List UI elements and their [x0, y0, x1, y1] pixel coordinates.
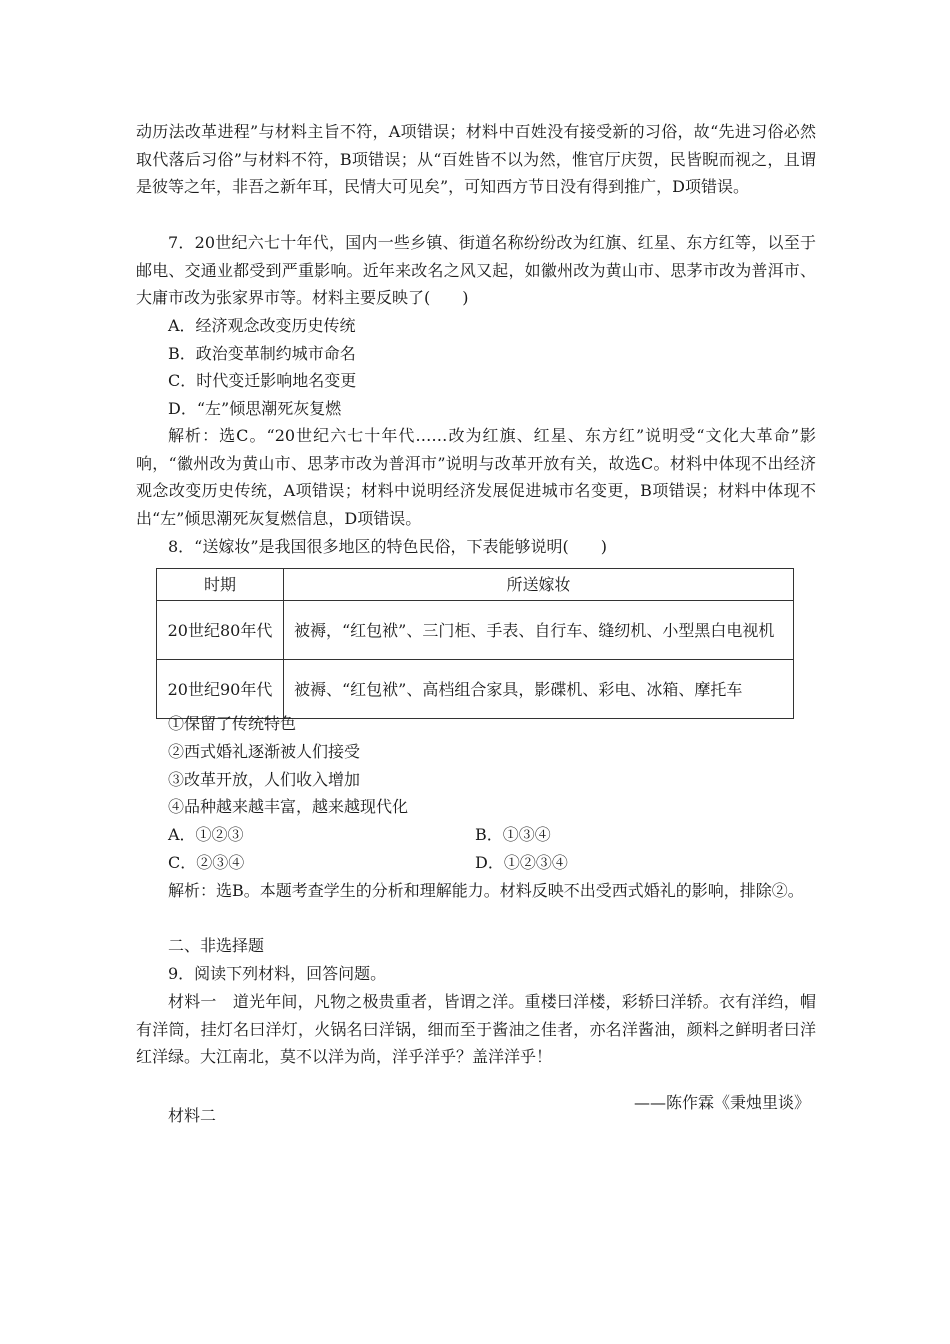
intro-analysis-text: 动历法改革进程”与材料主旨不符，A项错误；材料中百姓没有接受新的习俗，故“先进习俗必然取代落后习俗”与材料不符，B项错误；从“百姓皆不以为然，惟官厅庆贺，民皆睨而视之，且谓是彼等之年，非吾之新年耳，民情大可见矣”，可知西方节日没有得到推广，D项错误。	[136, 122, 816, 196]
question-7-option-d: D．“左”倾思潮死灰复燃	[168, 399, 342, 418]
question-8-item-4: ④品种越来越丰富，越来越现代化	[168, 797, 409, 816]
question-8-item-3: ③改革开放，人们收入增加	[168, 770, 361, 789]
dowry-table	[156, 568, 794, 719]
question-7-stem: 7．20世纪六七十年代，国内一些乡镇、街道名称纷纷改为红旗、红星、东方红等，以至于邮电、交通业都受到严重影响。近年来改名之风又起，如徽州改为黄山市、思茅市改为普洱市、大庸市改为张家界市等。材料主要反映了( )	[136, 233, 816, 307]
question-8-option-a: A．①②③	[168, 825, 244, 844]
question-9-material-1: 材料一 道光年间，凡物之极贵重者，皆谓之洋。重楼曰洋楼，彩轿曰洋轿。衣有洋绉，帽有洋筒，挂灯名曰洋灯，火锅名曰洋锅，细而至于酱油之佳者，亦名洋酱油，颜料之鲜明者曰洋红洋绿。大江南北，莫不以洋为尚，洋乎洋乎？盖洋洋乎！	[136, 992, 816, 1066]
material-1-source: ——陈作霖《秉烛里谈》	[633, 1093, 810, 1112]
table-cell-period: 20世纪80年代	[157, 601, 284, 660]
question-8-item-2: ②西式婚礼逐渐被人们接受	[168, 742, 361, 761]
table-header-dowry: 所送嫁妆	[284, 569, 794, 601]
table-header-period: 时期	[157, 569, 284, 601]
table-cell-period: 20世纪90年代	[157, 660, 284, 719]
question-8-option-b: B．①③④	[475, 825, 551, 844]
question-7-analysis: 解析：选C。“20世纪六七十年代……改为红旗、红星、东方红”说明受“文化大革命”影响，“徽州改为黄山市、思茅市改为普洱市”说明与改革开放有关，故选C。材料中体现不出经济观念改变历史传统，A项错误；材料中说明经济发展促进城市名变更，B项错误；材料中体现不出“左”倾思潮死灰复燃信息，D项错误。	[136, 426, 816, 528]
question-8-stem: 8．“送嫁妆”是我国很多地区的特色民俗，下表能够说明( )	[168, 537, 608, 556]
question-9-material-2: 材料二	[168, 1106, 217, 1125]
question-8-option-c: C．②③④	[168, 853, 245, 872]
question-8-item-1: ①保留了传统特色	[168, 714, 297, 733]
question-7-option-b: B．政治变革制约城市命名	[168, 344, 356, 363]
table-header-row	[157, 569, 794, 601]
table-cell-dowry: 被褥、“红包袱”、高档组合家具，影碟机、彩电、冰箱、摩托车	[284, 660, 794, 719]
table-cell-dowry: 被褥，“红包袱”、三门柜、手表、自行车、缝纫机、小型黑白电视机	[284, 601, 794, 660]
question-7-option-c: C．时代变迁影响地名变更	[168, 371, 357, 390]
question-9-stem: 9．阅读下列材料，回答问题。	[168, 964, 387, 983]
table-row	[157, 601, 794, 660]
question-8-option-d: D．①②③④	[475, 853, 568, 872]
question-7-option-a: A．经济观念改变历史传统	[168, 316, 356, 335]
question-8-analysis: 解析：选B。本题考查学生的分析和理解能力。材料反映不出受西式婚礼的影响，排除②。	[168, 881, 804, 900]
section-heading: 二、非选择题	[168, 936, 265, 955]
